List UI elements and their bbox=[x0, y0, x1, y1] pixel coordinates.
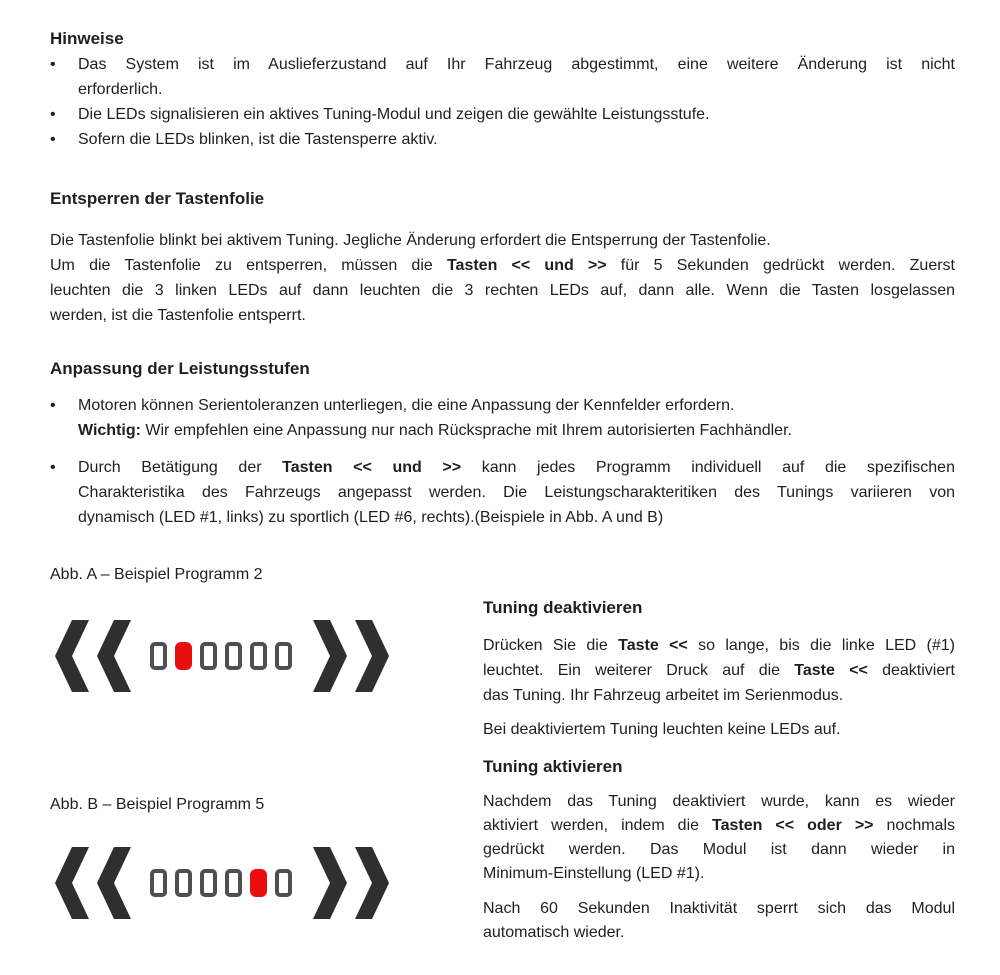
text-line bbox=[483, 921, 955, 945]
text-line bbox=[483, 717, 955, 742]
text-line bbox=[483, 790, 955, 814]
text-segment: kann jedes Programm individuell auf die spezifischen bbox=[461, 459, 955, 476]
section-heading-tuning-deaktivieren: Tuning deaktivieren bbox=[483, 598, 643, 617]
figure-a-label: Abb. A – Beispiel Programm 2 bbox=[50, 566, 263, 583]
led-strip bbox=[150, 642, 292, 670]
led-display-figure-a bbox=[55, 620, 483, 692]
led-indicator bbox=[150, 869, 167, 897]
bullet-marker: • bbox=[50, 106, 56, 123]
text-line bbox=[78, 480, 955, 505]
bullet-marker: • bbox=[50, 397, 56, 414]
bullet-text bbox=[78, 102, 955, 127]
text-segment: leuchten die 3 linken LEDs auf dann leuchten die 3 rechten LEDs auf, dann alle. Wenn die Tasten losgelassen bbox=[50, 282, 955, 299]
text-line bbox=[483, 658, 955, 683]
figures-section bbox=[50, 565, 955, 945]
text-segment: nochmals bbox=[873, 817, 956, 834]
deaktivieren-paragraph bbox=[483, 633, 955, 708]
text-line bbox=[78, 77, 955, 102]
text-line bbox=[78, 127, 955, 152]
text-segment: werden, ist die Tastenfolie entsperrt. bbox=[50, 307, 306, 324]
text-line bbox=[78, 102, 955, 127]
figure-column bbox=[50, 565, 483, 945]
bold-text-segment: Tasten << und >> bbox=[446, 257, 607, 274]
text-segment: das Tuning. Ihr Fahrzeug arbeitet im Serienmodus. bbox=[483, 687, 844, 704]
text-segment: Durch Betätigung der bbox=[78, 459, 283, 476]
bold-text-segment: Taste << bbox=[794, 662, 868, 679]
text-line bbox=[78, 418, 955, 443]
double-chevron-left-icon bbox=[55, 847, 131, 919]
bold-text-segment: Taste << bbox=[618, 637, 688, 654]
text-segment: Das System ist im Auslieferzustand auf Ihr Fahrzeug abgestimmt, eine weitere Änderung ist nicht bbox=[78, 56, 955, 73]
section-heading-tuning-aktivieren: Tuning aktivieren bbox=[483, 757, 623, 776]
bullet-marker: • bbox=[50, 459, 56, 476]
led-indicator bbox=[225, 869, 242, 897]
text-segment: Die LEDs signalisieren ein aktives Tuning-Modul und zeigen die gewählte Leistungsstufe. bbox=[78, 106, 710, 123]
bullet-text bbox=[78, 127, 955, 152]
bullet-text bbox=[78, 393, 955, 443]
led-indicator-active bbox=[250, 869, 267, 897]
text-segment: für 5 Sekunden gedrückt werden. Zuerst bbox=[606, 257, 955, 274]
led-indicator bbox=[150, 642, 167, 670]
bullet-text bbox=[78, 455, 955, 530]
led-indicator bbox=[250, 642, 267, 670]
aktivieren-paragraph bbox=[483, 790, 955, 886]
bullet-item bbox=[50, 455, 955, 530]
entsperren-paragraph bbox=[50, 228, 955, 328]
text-line bbox=[483, 633, 955, 658]
text-segment: Um die Tastenfolie zu entsperren, müssen die bbox=[50, 257, 447, 274]
text-segment: Nachdem das Tuning deaktiviert wurde, kann es wieder bbox=[483, 793, 955, 810]
text-segment: dynamisch (LED #1, links) zu sportlich (LED #6, rechts).(Beispiele in Abb. A und B) bbox=[78, 509, 664, 526]
text-line bbox=[483, 862, 955, 886]
led-strip bbox=[150, 869, 292, 897]
text-line bbox=[483, 814, 955, 838]
text-segment: deaktiviert bbox=[867, 662, 955, 679]
bullet-text bbox=[78, 52, 955, 102]
text-segment: Bei deaktiviertem Tuning leuchten keine LEDs auf. bbox=[483, 721, 841, 738]
text-line bbox=[483, 897, 955, 921]
text-line bbox=[50, 278, 955, 303]
text-segment: Nach 60 Sekunden Inaktivität sperrt sich das Modul bbox=[483, 900, 955, 917]
text-segment: automatisch wieder. bbox=[483, 924, 625, 941]
led-indicator bbox=[200, 642, 217, 670]
hinweise-bullet-list bbox=[50, 52, 955, 152]
text-segment: so lange, bis die linke LED (#1) bbox=[687, 637, 955, 654]
text-line bbox=[483, 838, 955, 862]
led-indicator bbox=[225, 642, 242, 670]
bullet-marker: • bbox=[50, 56, 56, 73]
deaktivieren-note bbox=[483, 717, 955, 742]
led-indicator bbox=[275, 869, 292, 897]
text-segment: Wir empfehlen eine Anpassung nur nach Rücksprache mit Ihrem autorisierten Fachhändler. bbox=[140, 422, 792, 439]
led-indicator bbox=[275, 642, 292, 670]
text-segment: Motoren können Serientoleranzen unterliegen, die eine Anpassung der Kennfelder erfordern. bbox=[78, 397, 735, 414]
bold-text-segment: Tasten << oder >> bbox=[712, 817, 874, 834]
double-chevron-right-icon bbox=[313, 620, 389, 692]
text-line bbox=[50, 303, 955, 328]
led-indicator bbox=[200, 869, 217, 897]
bullet-item bbox=[50, 127, 955, 152]
text-segment: gedrückt werden. Das Modul ist dann wieder in bbox=[483, 841, 955, 858]
text-segment: Charakteristika des Fahrzeugs angepasst werden. Die Leistungscharakteritiken des Tunings variieren von bbox=[78, 484, 955, 501]
double-chevron-right-icon bbox=[313, 847, 389, 919]
text-line bbox=[78, 505, 955, 530]
text-segment: Drücken Sie die bbox=[483, 637, 619, 654]
bullet-item bbox=[50, 52, 955, 102]
text-line bbox=[50, 228, 955, 253]
text-segment: Sofern die LEDs blinken, ist die Tastensperre aktiv. bbox=[78, 131, 438, 148]
instructions-column bbox=[483, 565, 955, 945]
section-heading-hinweise: Hinweise bbox=[50, 29, 124, 48]
section-heading-anpassung: Anpassung der Leistungsstufen bbox=[50, 359, 310, 378]
text-segment: Minimum-Einstellung (LED #1). bbox=[483, 865, 705, 882]
text-line bbox=[78, 52, 955, 77]
text-segment: erforderlich. bbox=[78, 81, 163, 98]
bullet-item bbox=[50, 393, 955, 443]
section-heading-entsperren: Entsperren der Tastenfolie bbox=[50, 189, 265, 208]
bullet-item bbox=[50, 102, 955, 127]
text-line bbox=[50, 253, 955, 278]
bold-text-segment: Wichtig: bbox=[78, 422, 141, 439]
led-display-figure-b bbox=[55, 847, 483, 919]
text-line bbox=[78, 455, 955, 480]
text-segment: Die Tastenfolie blinkt bei aktivem Tuning. Jegliche Änderung erfordert die Entsperrung der Tastenfolie. bbox=[50, 232, 771, 249]
double-chevron-left-icon bbox=[55, 620, 131, 692]
text-segment: leuchtet. Ein weiterer Druck auf die bbox=[483, 662, 795, 679]
text-line bbox=[78, 393, 955, 418]
aktivieren-note bbox=[483, 897, 955, 945]
text-line bbox=[483, 683, 955, 708]
figure-b-label: Abb. B – Beispiel Programm 5 bbox=[50, 796, 265, 813]
led-indicator bbox=[175, 869, 192, 897]
bullet-marker: • bbox=[50, 131, 56, 148]
bold-text-segment: Tasten << und >> bbox=[282, 459, 462, 476]
led-indicator-active bbox=[175, 642, 192, 670]
text-segment: aktiviert werden, indem die bbox=[483, 817, 713, 834]
